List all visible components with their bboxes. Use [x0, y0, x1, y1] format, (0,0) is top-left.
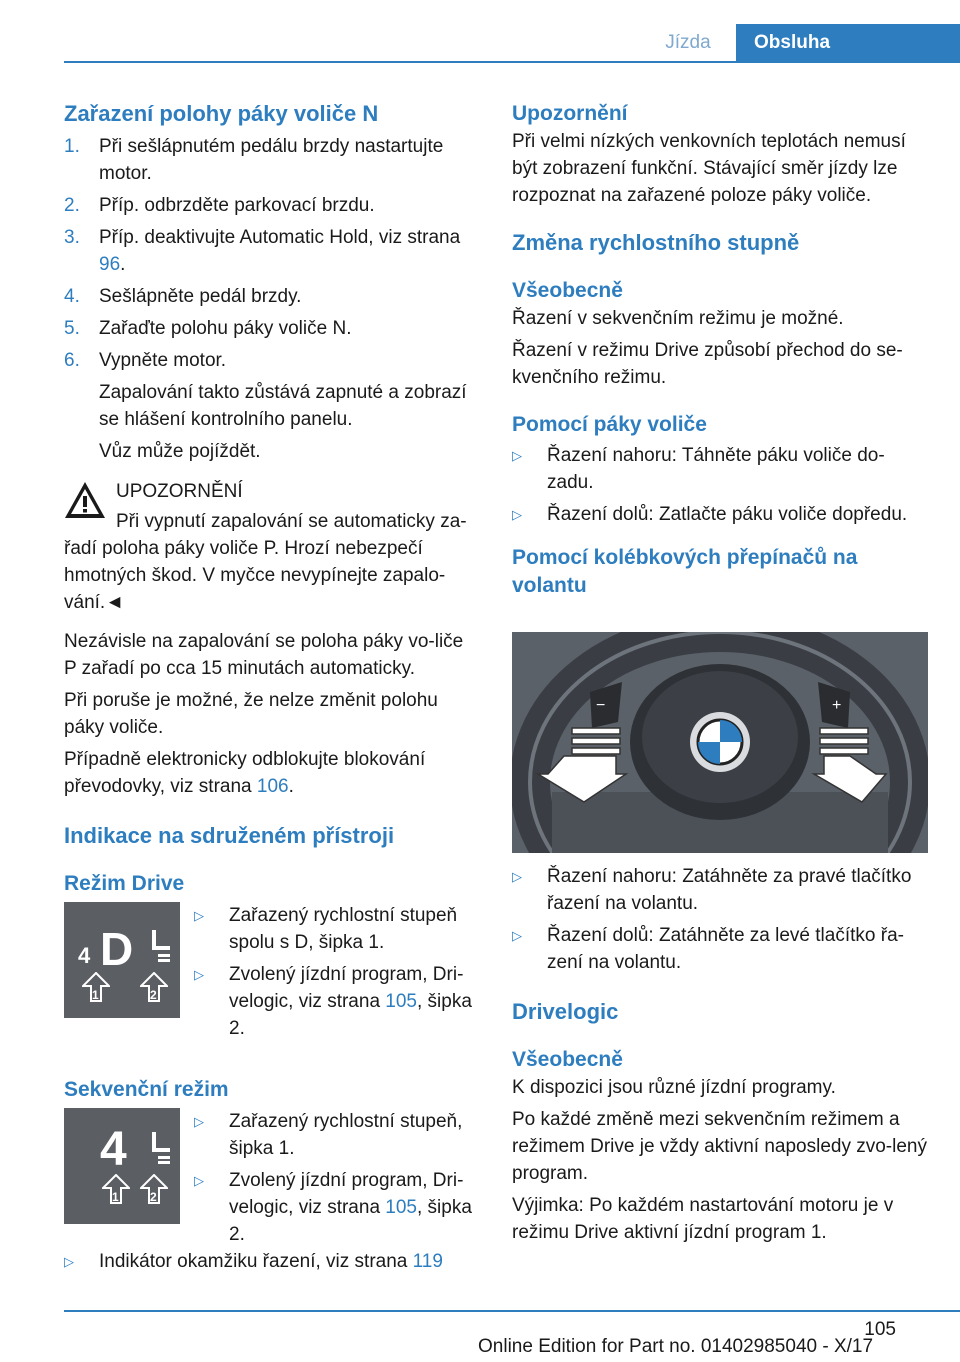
arrow-label: 2: [150, 1190, 157, 1204]
heading-rezim-drive: Režim Drive: [64, 872, 185, 895]
triangle-bullet-icon: ▷: [194, 908, 204, 923]
page-number: 105: [864, 1319, 896, 1340]
drive-list: [194, 902, 476, 1042]
triangle-bullet-icon: ▷: [512, 507, 522, 522]
warning-text: Při vypnutí zapalování se automaticky za-řadí poloha páky voliče P. Hrozí nebezpečí hmotných škod. V myčce nevypínejte zapalo-vání.◄: [64, 511, 467, 613]
step-number: 5.: [64, 318, 80, 339]
page-link-105[interactable]: 105: [385, 1197, 417, 1218]
warning-title: UPOZORNĚNÍ: [116, 481, 243, 502]
step-text: Vypněte motor.: [99, 350, 227, 371]
heading-vseobecne: Všeobecně: [512, 1048, 623, 1071]
paky-list: [512, 442, 928, 528]
paragraph: Řazení v sekvenčním režimu je možné.: [512, 308, 844, 329]
paragraph: Při poruše je možné, že nelze změnit polohu páky voliče.: [64, 690, 438, 738]
list-text: Řazení nahoru: Zatáhněte za pravé tlačítko řazení na volantu.: [547, 866, 912, 914]
heading-upozorneni: Upozornění: [512, 102, 628, 125]
seat-icon: [148, 928, 172, 964]
sequential-list: [194, 1108, 476, 1248]
gear-number: 4: [78, 943, 91, 968]
warning-icon: [64, 481, 106, 519]
paragraph: K dispozici jsou různé jízdní programy.: [512, 1077, 836, 1098]
page-link-119[interactable]: 119: [412, 1251, 443, 1272]
arrow-label: 2: [150, 988, 157, 1002]
heading-drivelogic: Drivelogic: [512, 999, 619, 1024]
drive-letter: D: [100, 923, 134, 975]
paragraph: Při velmi nízkých venkovních teplotách nemusí být zobrazení funkční. Stávající směr jízdy lze rozpoznat na zařazené poloze páky voliče.: [512, 131, 906, 206]
edition-note: Online Edition for Part no. 01402985040 - X/17: [478, 1336, 874, 1357]
list-text-after: , šipka 2.: [229, 991, 472, 1039]
footer-rule: [64, 1310, 960, 1312]
page-link-96[interactable]: 96: [99, 254, 121, 275]
list-item: [64, 283, 476, 310]
paragraph-text-after: .: [288, 776, 294, 797]
warning-block: [64, 478, 476, 616]
list-item: [512, 922, 928, 976]
step-text: Příp. odbrzděte parkovací brzdu.: [99, 195, 375, 216]
gear-number: 4: [100, 1123, 127, 1176]
arrow-label: 1: [92, 988, 99, 1002]
step-number: 2.: [64, 195, 80, 216]
step-text: Při sešlápnutém pedálu brzdy nastartujte motor.: [99, 136, 444, 184]
paragraph: Po každé změně mezi sekvenčním režimem a režimem Drive je vždy aktivní naposledy zvo-lený program.: [512, 1109, 927, 1184]
arrow-label: 1: [112, 1190, 119, 1204]
paragraph-text: Případně elektronicky odblokujte blokování převodovky, viz strana: [64, 749, 426, 797]
paragraph: Výjimka: Po každém nastartování motoru je v režimu Drive aktivní jízdní program 1.: [512, 1195, 894, 1243]
right-column: [512, 100, 928, 600]
step6-paragraph: Zapalování takto zůstává zapnuté a zobrazí se hlášení kontrolního panelu.: [99, 382, 467, 430]
heading-zmena: Změna rychlostního stupně: [512, 230, 800, 255]
indicator-list: [64, 1248, 476, 1275]
tab-jizda[interactable]: Jízda: [665, 32, 711, 53]
list-item: [64, 192, 476, 219]
triangle-bullet-icon: ▷: [194, 1114, 204, 1129]
step-text-after: .: [120, 254, 126, 275]
steering-wheel-drawing: [512, 632, 928, 853]
step-text: Zařaďte polohu páky voliče N.: [99, 318, 352, 339]
drive-section: [64, 902, 476, 1076]
list-text-after: , šipka 2.: [229, 1197, 472, 1245]
list-item: [512, 863, 928, 917]
triangle-bullet-icon: ▷: [512, 448, 522, 463]
list-text: Zvolený jízdní program, Dri-velogic, viz strana: [229, 1170, 464, 1218]
list-text: Řazení nahoru: Táhněte páku voliče do-zadu.: [547, 445, 885, 493]
step-number: 4.: [64, 286, 80, 307]
list-item: [64, 133, 476, 187]
list-text: Řazení dolů: Zatáhněte za levé tlačítko řa-zení na volantu.: [547, 925, 904, 973]
header-rule: [64, 61, 960, 63]
list-item: [64, 224, 476, 278]
list-item: [194, 1167, 476, 1248]
list-text: Zvolený jízdní program, Dri-velogic, viz strana: [229, 964, 464, 1012]
seat-icon: [148, 1130, 172, 1166]
paragraph: Řazení v režimu Drive způsobí přechod do se-kvenčního režimu.: [512, 340, 903, 388]
triangle-bullet-icon: ▷: [194, 1173, 204, 1188]
triangle-bullet-icon: ▷: [194, 967, 204, 982]
heading-selector-n: Zařazení polohy páky voliče N: [64, 101, 379, 126]
step-text: Příp. deaktivujte Automatic Hold, viz strana: [99, 227, 461, 248]
list-text: Zařazený rychlostní stupeň, šipka 1.: [229, 1111, 463, 1159]
list-text: Zařazený rychlostní stupeň spolu s D, šipka 1.: [229, 905, 458, 953]
list-item: [64, 1248, 476, 1275]
sequential-section: [64, 1108, 476, 1248]
list-item: [64, 315, 476, 342]
step-text: Sešlápněte pedál brzdy.: [99, 286, 302, 307]
step-number: 1.: [64, 136, 80, 157]
dashboard-drive-image: [64, 902, 180, 1018]
kolebky-list: [512, 863, 928, 976]
step6-paragraph: Vůz může pojíždět.: [99, 441, 261, 462]
right-column-lower: [512, 863, 928, 1246]
triangle-bullet-icon: ▷: [512, 928, 522, 943]
page-link-105[interactable]: 105: [385, 991, 417, 1012]
paragraph: Nezávisle na zapalování se poloha páky vo-liče P zařadí po cca 15 minutách automaticky.: [64, 631, 464, 679]
list-item: [194, 961, 476, 1042]
list-item: [194, 1108, 476, 1162]
heading-vseobecne: Všeobecně: [512, 279, 623, 302]
minus-paddle-label: −: [596, 697, 606, 714]
steps-list: [64, 133, 476, 465]
paragraph: [64, 746, 476, 800]
left-column: [64, 100, 476, 1275]
step-number: 3.: [64, 227, 80, 248]
dashboard-sequential-image: [64, 1108, 180, 1224]
heading-paky: Pomocí páky voliče: [512, 413, 707, 436]
heading-kolebky: Pomocí kolébkových přepínačů na volantu: [512, 546, 858, 597]
step-number: 6.: [64, 350, 80, 371]
heading-indikace: Indikace na sdruženém přístroji: [64, 823, 395, 848]
list-text: Řazení dolů: Zatlačte páku voliče dopředu.: [547, 504, 908, 525]
page-link-106[interactable]: 106: [256, 776, 289, 797]
list-item: [512, 501, 928, 528]
list-item: [512, 442, 928, 496]
list-item: [194, 902, 476, 956]
triangle-bullet-icon: ▷: [64, 1254, 74, 1269]
tab-obsluha[interactable]: Obsluha: [736, 24, 960, 61]
list-item: [64, 347, 476, 465]
triangle-bullet-icon: ▷: [512, 869, 522, 884]
heading-sekvencni: Sekvenční režim: [64, 1078, 229, 1101]
steering-wheel-image: [512, 632, 928, 853]
plus-paddle-label: +: [832, 697, 842, 714]
list-text: Indikátor okamžiku řazení, viz strana: [99, 1251, 413, 1272]
